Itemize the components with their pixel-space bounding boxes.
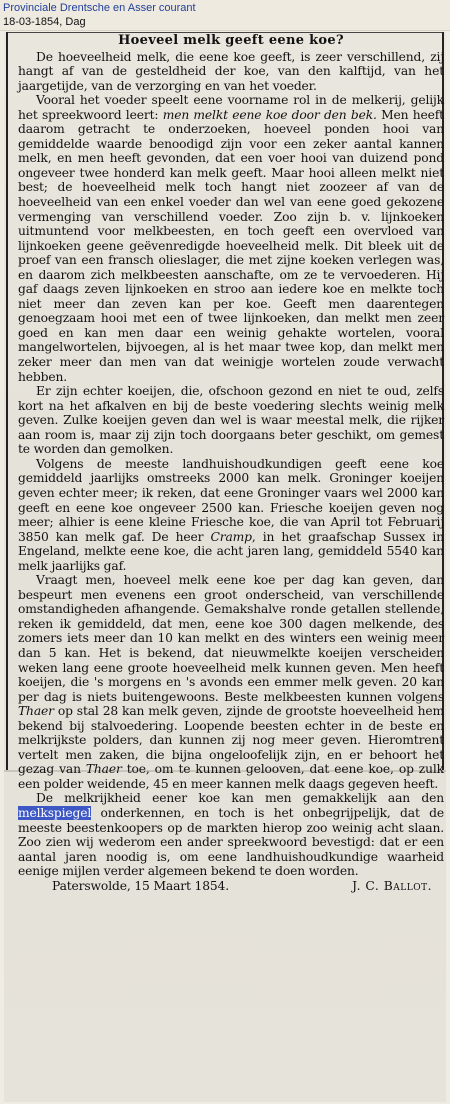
- proverb-quote: men melkt eene koe door den bek.: [162, 107, 377, 122]
- publication-date: 18-03-1854, Dag: [3, 16, 86, 28]
- paragraph-4-text-b: , in het graafschap Sussex in Engeland, melkte eene koe, die acht jaren lang, gemiddeld 5540 kan melk jaarlijks gaf.: [18, 529, 444, 573]
- article-title: Hoeveel melk geeft eene koe?: [118, 33, 344, 48]
- paragraph-2: [18, 93, 444, 384]
- paragraph-2-text-b: Men heeft daarom getracht te onderzoeken, hoeveel ponden hooi van gemiddelde waarde benoodigd zijn voor een zeker aantal kannen melk, en men heeft gevonden, dat een voer hooi van duizend pond ongeveer twee honderd kan melk geeft. Maar hooi alleen melkt niet best; de hoeveelheid melk toch hangt niet zoozeer af van de hoeveelheid van een enkel voeder dan wel van eene goed gekozene vermenging van verschillend voeder. Zoo zijn b. v. lijnkoeken uitmuntend voor melkbeesten, en toch geeft een overvloed van lijnkoeken geene geëvenredigde hoeveelheid melk. Dit bleek uit de proef van een fransch olieslager, die met zijne koeken verlegen was, en daarom zich melkbeesten aanschafte, om ze te vervoederen. Hij gaf daags zeven lijnkoeken en stroo aan iedere koe en melkte toch niet meer dan zeven kan per koe. Geeft men daarentegen genoegzaam hooi met een of twee lijnkoeken, dan melkt men zeer goed en kan men daar een weinig gehakte wortelen, vooral mangelwortelen, bijvoegen, al is het maar twee kop, dan melkt men zeker meer dan men van dat weinigje wortelen zoude verwacht hebben.: [18, 107, 444, 384]
- paragraph-2-text-a: Vooral het voeder speelt eene voorname rol in de melkerij, gelijk het spreekwoord leert:: [18, 93, 444, 122]
- person-name-cramp: Cramp: [210, 529, 252, 544]
- paragraph-3-text: Er zijn echter koeijen, die, ofschoon gezond en niet te oud, zelfs kort na het afkalven en bij de beste voedering slechts weinig melk geven. Zulke koeijen geven dan wel is waar meestal melk, die rijker aan room is, maar zij zijn toch doorgaans beter geschikt, om gemest te worden dan gemolken.: [18, 384, 444, 457]
- paragraph-6-text-b: onderkennen, en toch is het onbegrijpelijk, dat de meeste beestenkoopers op de markten hierop zoo weinig acht slaan. Zoo zien wij wederom een ander spreekwoord bevestigd: dat er een aantal jaren noodig is, om eene landhuishoudkundige waarheid eenige mijlen verder algemeen bekend te doen worden.: [18, 805, 444, 879]
- paragraph-1: [18, 50, 444, 94]
- newspaper-title-link[interactable]: Provinciale Drentsche en Asser courant: [3, 2, 196, 14]
- paragraph-4: [18, 457, 444, 573]
- newspaper-clipping: [4, 32, 446, 1102]
- column-rule-left: [6, 32, 8, 770]
- person-name-thaer-2: Thaer: [85, 762, 122, 777]
- signoff: [18, 879, 444, 894]
- paragraph-3: [18, 384, 444, 457]
- paragraph-6-text-a: De melkrijkheid eener koe kan men gemakkelijk aan den: [36, 791, 444, 806]
- paragraph-6: [18, 791, 444, 878]
- paragraph-5: [18, 573, 444, 791]
- paragraph-5-text-a: Vraagt men, hoeveel melk eene koe per dag kan geven, dan bespeurt men evenens een groot onderscheid, van verschillende omstandigheden afhangende. Gemakshalve ronde getallen stellende, reken ik gemiddeld, dat men, eene koe 300 dagen melkende, des zomers iets meer dan 10 kan melkt en des winters een weinig meer dan 5 kan. Het is bekend, dat nieuwmelkte koeijen verscheiden weken lang eene groote hoeveelheid melk kunnen geven. Men heeft koeijen, die 's morgens en 's avonds een emmer melk geven. 20 kan per dag is niets buitengewoons. Beste melkbeesten kunnen volgens: [18, 573, 444, 704]
- paragraph-5-text-b: op stal 28 kan melk geven, zijnde de grootste hoeveelheid hem bekend bij stalvoedering. Loopende beesten echter in de beste en melkrijkste polders, dan kunnen zij nog meer geven. Hieromtrent vertelt men zaken, die bijna ongeloofelijk zijn, en er behoort het gezag van: [18, 704, 444, 777]
- author-name: J. C. Ballot.: [352, 878, 432, 893]
- person-name-thaer: Thaer: [18, 704, 54, 719]
- search-highlight-melkspiegel[interactable]: melkspiegel: [18, 805, 92, 820]
- paragraph-1-text: De hoeveelheid melk, die eene koe geeft, is zeer verschillend, zij hangt af van de gesteldheid der koe, van den kalftijd, van het jaargetijde, van de verzorging en van het voeder.: [18, 49, 444, 93]
- paragraph-5-text-c: toe, om te kunnen gelooven, dat eene koe, op zulk een polder weidende, 45 en meer kannen melk daags gegeven heeft.: [18, 762, 444, 791]
- source-header: [0, 0, 450, 31]
- paragraph-4-text-a: Volgens de meeste landhuishoudkundigen geeft eene koe gemiddeld jaarlijks omstreeks 2000 kan melk. Groninger koeijen geven echter meer; ik reken, dat eene Groninger vaars wel 2000 kan geeft en eene koe ongeveer 2500 kan. Friesche koeijen geven nog meer; alhier is eene kleine Friesche koe, die van April tot Februarij 3850 kan melk gaf. De heer: [18, 456, 444, 544]
- article-body: [18, 34, 444, 893]
- place-and-date: Paterswolde, 15 Maart 1854.: [52, 878, 229, 893]
